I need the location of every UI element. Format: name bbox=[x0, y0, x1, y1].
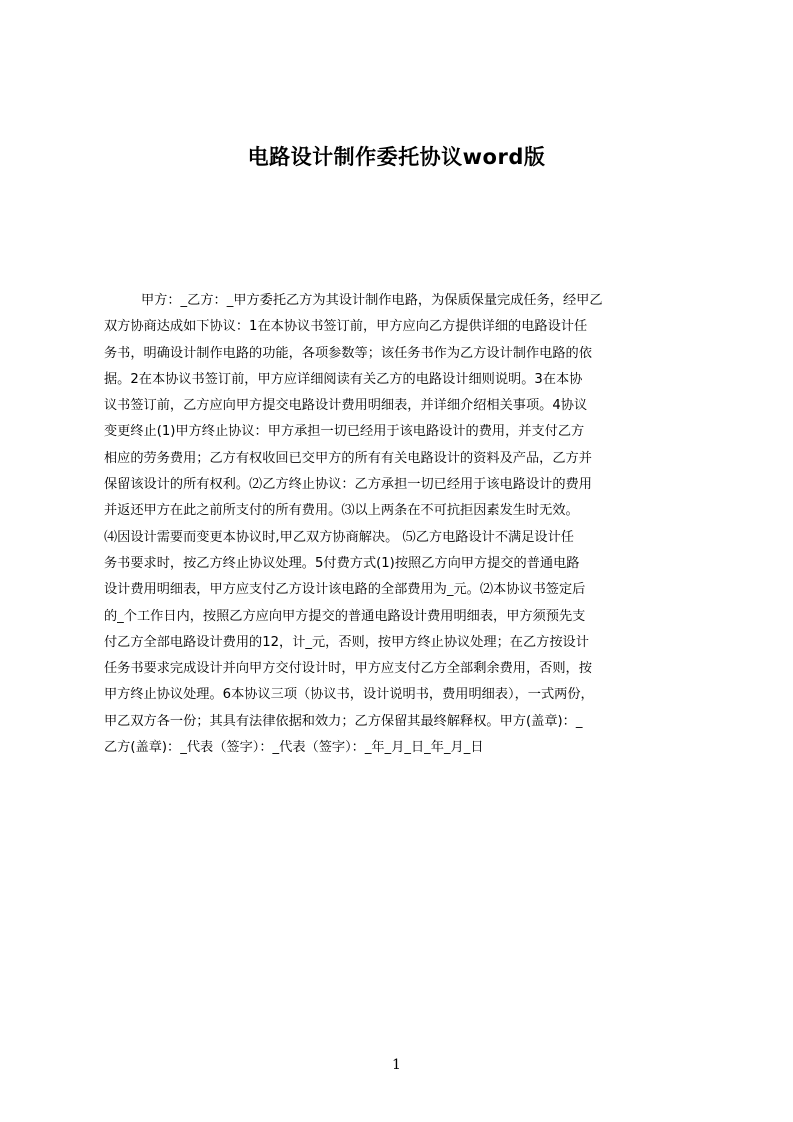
body-line: 相应的劳务费用；乙方有权收回已交甲方的所有有关电路设计的资料及产品，乙方并 bbox=[104, 450, 592, 466]
document-title: 电路设计制作委托协议word版 bbox=[247, 145, 546, 169]
body-line: ⑷因设计需要而变更本协议时,甲乙双方协商解决。 ⑸乙方电路设计不满足设计任 bbox=[104, 529, 574, 545]
body-line: 甲乙双方各一份；其具有法律依据和效力；乙方保留其最终解释权。甲方(盖章)：_ bbox=[104, 713, 583, 729]
body-line: 双方协商达成如下协议：1在本协议书签订前，甲方应向乙方提供详细的电路设计任 bbox=[104, 319, 588, 335]
body-line: 的_个工作日内，按照乙方应向甲方提交的普通电路设计费用明细表，甲方须预先支 bbox=[104, 608, 586, 624]
body-line: 设计费用明细表，甲方应支付乙方设计该电路的全部费用为_元。⑵本协议书签定后 bbox=[104, 582, 586, 598]
body-line: 乙方(盖章)：_代表（签字）：_代表（签字）：_年_月_日_年_月_日 bbox=[104, 740, 484, 756]
body-line: 变更终止(1)甲方终止协议：甲方承担一切已经用于该电路设计的费用，并支付乙方 bbox=[104, 424, 585, 440]
document-body bbox=[104, 288, 698, 761]
body-line: 务书，明确设计制作电路的功能，各项参数等；该任务书作为乙方设计制作电路的依 bbox=[104, 345, 592, 361]
body-line: 保留该设计的所有权利。⑵乙方终止协议：乙方承担一切已经用于该电路设计的费用 bbox=[104, 477, 592, 493]
body-line: 甲方终止协议处理。6本协议三项（协议书，设计说明书，费用明细表），一式两份， bbox=[104, 687, 594, 703]
body-line: 甲方：_乙方：_甲方委托乙方为其设计制作电路，为保质保量完成任务，经甲乙 bbox=[141, 293, 603, 308]
body-line: 并返还甲方在此之前所支付的所有费用。⑶以上两条在不可抗拒因素发生时无效。 bbox=[104, 503, 579, 519]
body-line: 据。2在本协议书签订前，甲方应详细阅读有关乙方的电路设计细则说明。3在本协 bbox=[104, 371, 583, 387]
body-line: 任务书要求完成设计并向甲方交付设计时，甲方应支付乙方全部剩余费用，否则，按 bbox=[104, 661, 592, 677]
body-line: 务书要求时，按乙方终止协议处理。5付费方式(1)按照乙方向甲方提交的普通电路 bbox=[104, 555, 580, 571]
body-line: 付乙方全部电路设计费用的12，计_元，否则，按甲方终止协议处理；在乙方按设计 bbox=[104, 634, 589, 650]
page-number: 1 bbox=[392, 1057, 401, 1073]
body-line: 议书签订前，乙方应向甲方提交电路设计费用明细表，并详细介绍相关事项。4协议 bbox=[104, 398, 588, 414]
